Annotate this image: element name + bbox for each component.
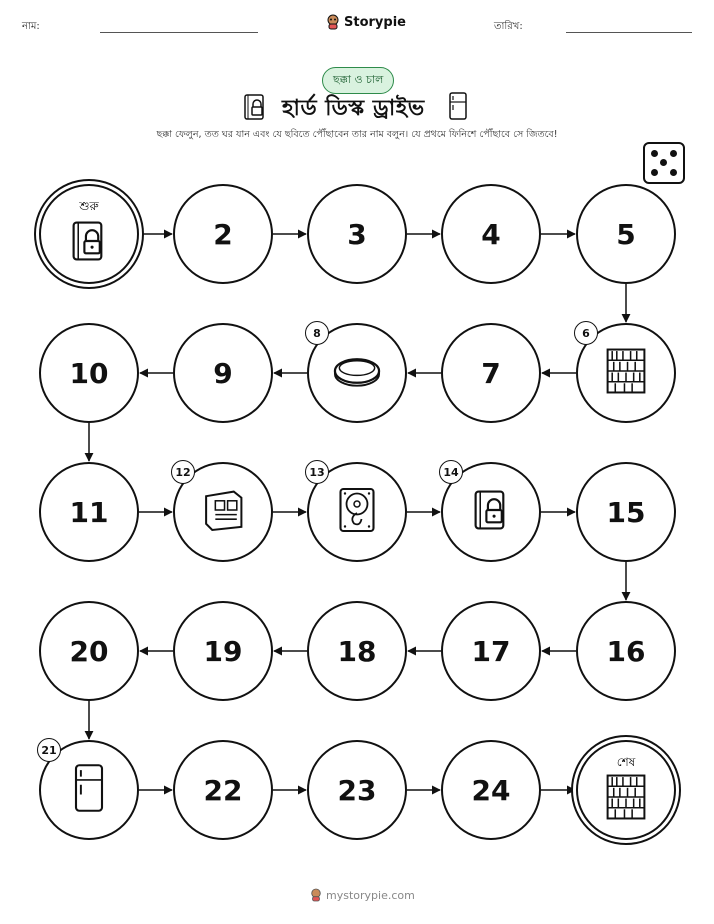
newspaper-icon (200, 488, 246, 536)
space-number: 20 (69, 634, 109, 668)
space-number: 22 (203, 773, 243, 807)
instructions-text: ছক্কা ফেলুন, তত ঘর যান এবং যে ছবিতে পৌঁছাবেন তার নাম বলুন। যে প্রথমে ফিনিশে পৌঁছাবে সে জিতবে! (156, 129, 558, 140)
page-title: হার্ড ডিস্ক ড্রাইভ (282, 96, 425, 121)
board-space-5 (576, 184, 676, 284)
board-space-9 (173, 323, 273, 423)
space-number: 9 (213, 356, 233, 390)
space-number: 16 (606, 634, 646, 668)
brand-name: Storypie (344, 14, 406, 30)
board-space-8 (307, 323, 407, 423)
board-space-22 (173, 740, 273, 840)
space-number: 18 (337, 634, 377, 668)
mascot-icon (310, 888, 322, 902)
space-number: 15 (606, 495, 646, 529)
board-space-7 (441, 323, 541, 423)
board-space-17 (441, 601, 541, 701)
board-space-3 (307, 184, 407, 284)
board-space-15 (576, 462, 676, 562)
board-space-6 (576, 323, 676, 423)
date-label: তারিখ: (494, 21, 523, 32)
start-label: শুরু (79, 199, 99, 213)
space-number: 19 (203, 634, 243, 668)
space-number-tag: 8 (305, 321, 329, 345)
board-space-12 (173, 462, 273, 562)
board-space-11 (39, 462, 139, 562)
space-number: 17 (471, 634, 511, 668)
board-space-4 (441, 184, 541, 284)
board-space-21 (39, 740, 139, 840)
start-space (39, 184, 139, 284)
space-number-tag: 13 (305, 460, 329, 484)
space-number: 4 (481, 217, 501, 251)
name-label: নাম: (22, 21, 40, 32)
space-number-tag: 12 (171, 460, 195, 484)
coin-icon (332, 353, 382, 393)
space-number: 11 (69, 495, 109, 529)
board-space-10 (39, 323, 139, 423)
finish-space (576, 740, 676, 840)
space-number-tag: 6 (574, 321, 598, 345)
board-space-24 (441, 740, 541, 840)
finish-label: শেষ (616, 755, 636, 769)
space-number: 3 (347, 217, 367, 251)
space-number-tag: 21 (37, 738, 61, 762)
locked-book-icon (471, 487, 511, 537)
footer-url[interactable]: mystorypie.com (326, 888, 415, 902)
board-space-14 (441, 462, 541, 562)
board-space-16 (576, 601, 676, 701)
bookshelf-icon (603, 772, 649, 826)
bookshelf-icon (603, 346, 649, 400)
space-number: 10 (69, 356, 109, 390)
board-space-23 (307, 740, 407, 840)
space-number: 7 (481, 356, 501, 390)
game-type-badge: ছক্কা ও চাল (322, 67, 394, 94)
hard-disk-icon (337, 486, 377, 538)
board-space-2 (173, 184, 273, 284)
board-space-18 (307, 601, 407, 701)
space-number-tag: 14 (439, 460, 463, 484)
footer (310, 888, 415, 902)
refrigerator-icon (71, 762, 107, 818)
space-number: 5 (616, 217, 636, 251)
space-number: 23 (337, 773, 377, 807)
board-space-20 (39, 601, 139, 701)
board-space-13 (307, 462, 407, 562)
board-space-19 (173, 601, 273, 701)
space-number: 2 (213, 217, 233, 251)
locked-book-icon (69, 218, 109, 268)
space-number: 24 (471, 773, 511, 807)
